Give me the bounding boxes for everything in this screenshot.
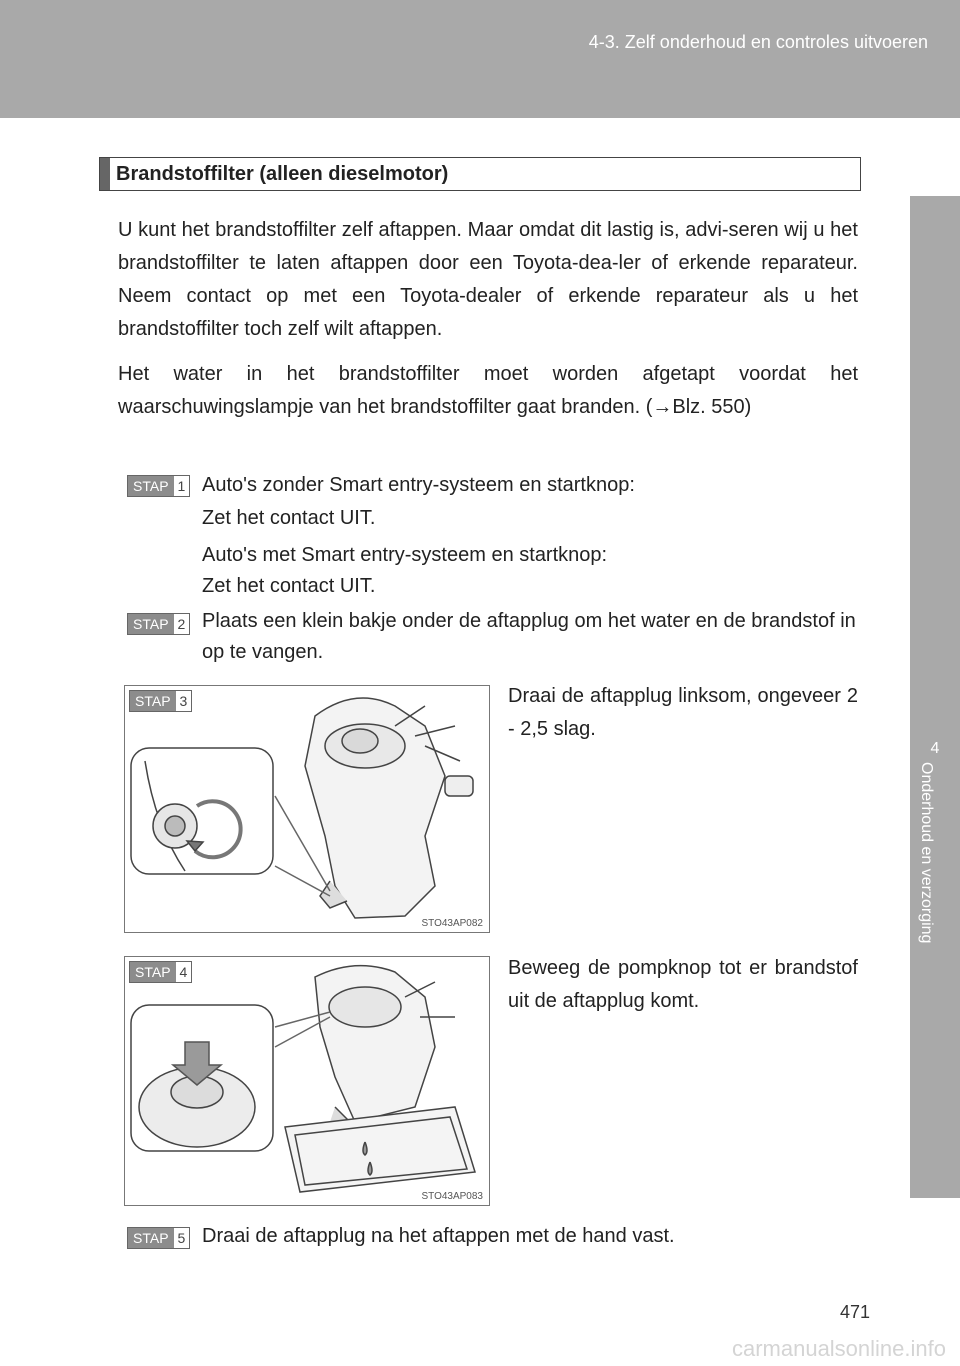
section-title: Brandstoffilter (alleen dieselmotor) (116, 162, 449, 185)
figure-step-4 (124, 956, 490, 1206)
step-badge-1 (127, 475, 190, 497)
step-badge-number: 2 (174, 614, 190, 634)
side-tab-number: 4 (930, 740, 940, 757)
step-badge-word: STAP (128, 476, 174, 496)
step-1-line-1: Auto's zonder Smart entry-systeem en startknop: (202, 474, 635, 496)
step-1-line-4: Zet het contact UIT. (202, 575, 376, 597)
side-tab-label: Onderhoud en verzorging (918, 762, 935, 944)
step-4-text: Beweeg de pompknop tot er brandstof uit de aftapplug komt. (508, 957, 858, 1012)
step-badge-number: 4 (176, 962, 192, 982)
pump-button-illustration (125, 957, 489, 1205)
step-badge-5 (127, 1227, 190, 1249)
section-heading (99, 157, 861, 191)
step-1-line-2: Zet het contact UIT. (202, 507, 376, 529)
step-badge-word: STAP (128, 614, 174, 634)
figure-code: STO43AP083 (421, 1191, 483, 1202)
header-band (0, 0, 960, 118)
drain-plug-illustration (125, 686, 489, 932)
warning-paragraph: Het water in het brandstoffilter moet worden afgetapt voordat het waarschuwingslampje van het brandstoffilter gaat branden. (→Blz. 550) (118, 363, 858, 418)
figure-step-3 (124, 685, 490, 933)
page-number: 471 (840, 1302, 871, 1322)
intro-paragraph: U kunt het brandstoffilter zelf aftappen. Maar omdat dit lastig is, advi-seren wij u het brandstoffilter te laten aftappen door een Toyota-dea-ler of erkende reparateur. Neem contact op met een Toyota-dealer of erkende reparateur als u het brandstoffilter toch zelf wilt aftappen. (118, 219, 858, 340)
chapter-section-label: 4-3. Zelf onderhoud en controles uitvoeren (588, 32, 928, 52)
step-badge-number: 1 (174, 476, 190, 496)
step-badge-number: 3 (176, 691, 192, 711)
figure-code: STO43AP082 (421, 918, 483, 929)
step-1-line-3: Auto's met Smart entry-systeem en startknop: (202, 544, 608, 566)
step-5-text: Draai de aftapplug na het aftappen met de hand vast. (202, 1225, 675, 1247)
step-2-text: Plaats een klein bakje onder de aftapplug om het water en de brandstof in op te vangen. (202, 610, 856, 663)
step-badge-word: STAP (128, 1228, 174, 1248)
step-badge-word: STAP (130, 962, 176, 982)
step-badge-3 (129, 690, 192, 712)
watermark: carmanualsonline.info (731, 1336, 946, 1361)
step-badge-4 (129, 961, 192, 983)
step-3-text: Draai de aftapplug linksom, ongeveer 2 - 2,5 slag. (508, 685, 858, 740)
side-tab (910, 196, 960, 1198)
step-badge-number: 5 (174, 1228, 190, 1248)
heading-accent-bar (100, 158, 110, 190)
step-badge-2 (127, 613, 190, 635)
step-badge-word: STAP (130, 691, 176, 711)
